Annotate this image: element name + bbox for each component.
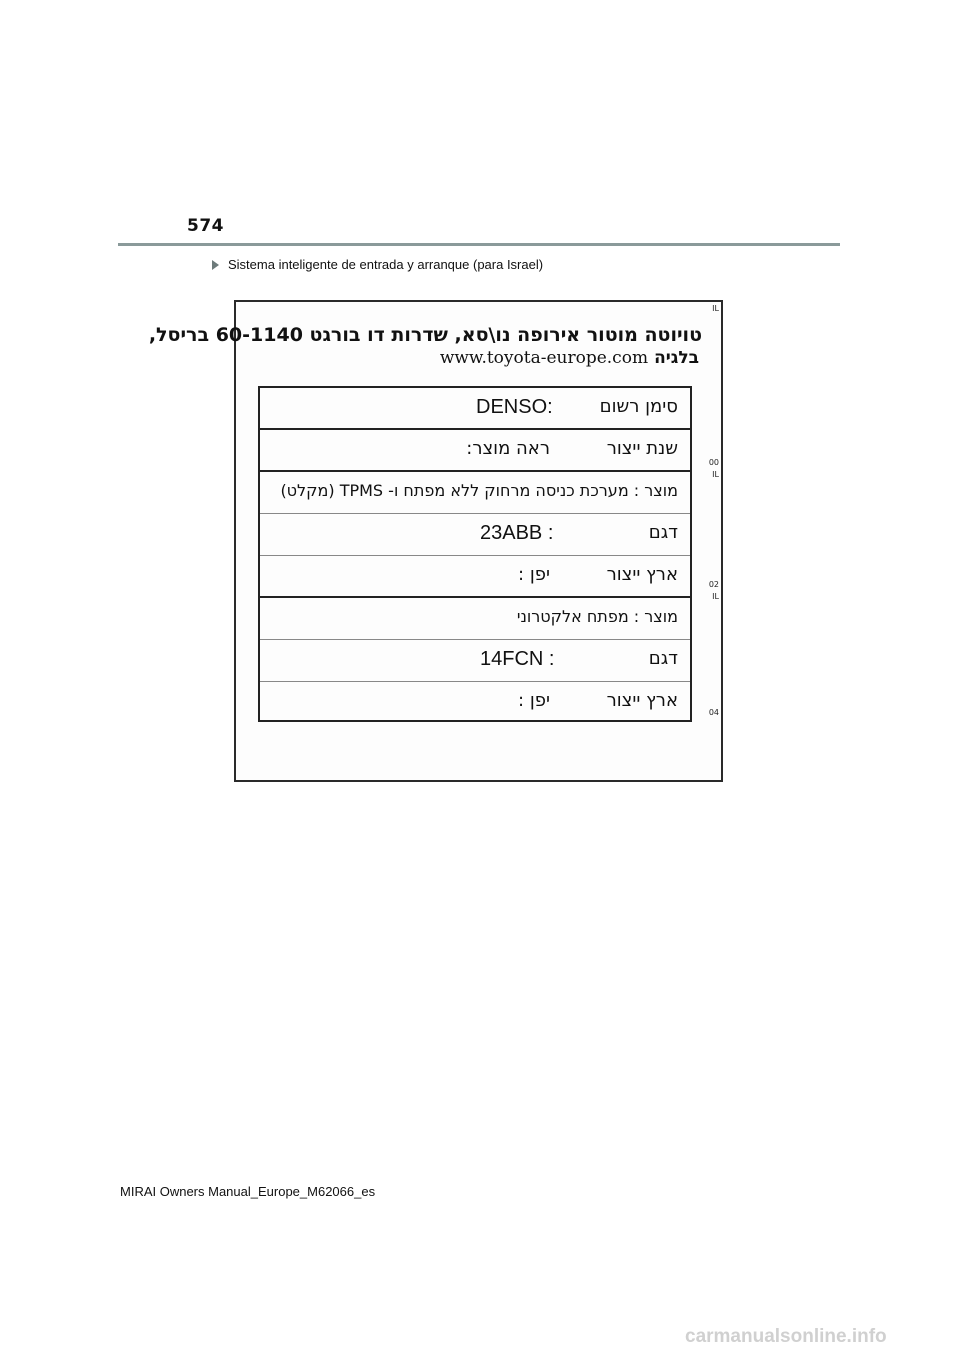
label-heading-line1: טויוטה מוטור אירופה נו\סא, שדרות דו בורגט 60-1140 בריסל, (148, 324, 702, 346)
triangle-bullet-icon (212, 260, 219, 270)
row-key: ארץ ייצור (606, 564, 678, 585)
table-row (260, 682, 690, 724)
label-heading-line2 (440, 348, 699, 368)
row-value: 23ABB : (480, 522, 554, 544)
row-value: יפן : (518, 564, 550, 585)
footer-manual-name: MIRAI Owners Manual_Europe_M62066_es (120, 1184, 376, 1199)
hebrew-label-image (148, 300, 723, 782)
row-key: ארץ ייצור (606, 690, 678, 711)
side-mark: IL (712, 470, 719, 479)
table-row (260, 430, 690, 472)
section-title (212, 257, 543, 272)
row-key: דגם (648, 648, 678, 669)
side-mark: 02 (708, 580, 719, 589)
row-value: DENSO: (476, 396, 553, 418)
row-value: 14FCN : (480, 648, 555, 670)
label-table (258, 386, 692, 722)
side-mark: 04 (708, 708, 719, 717)
section-title-text: Sistema inteligente de entrada y arranque (para Israel) (228, 257, 544, 272)
header-rule (118, 243, 840, 246)
watermark: carmanualsonline.info (685, 1326, 887, 1347)
table-row (260, 556, 690, 598)
row-full-text: מוצר : מפתח אלקטרוני (516, 607, 678, 626)
table-row (260, 598, 690, 640)
page-number: 574 (187, 216, 224, 236)
label-heading-country: בלגיה (654, 348, 699, 368)
row-full-text: מוצר : מערכת כניסה מרחוק ללא מפתח ו- TPMS (מקלט) (280, 481, 678, 500)
table-row (260, 388, 690, 430)
side-mark: 00 (708, 458, 719, 467)
table-row (260, 472, 690, 514)
row-key: סימן רשום (599, 396, 678, 417)
label-heading-url: www.toyota-europe.com (439, 348, 649, 368)
table-row (260, 514, 690, 556)
row-value: יפן : (518, 690, 550, 711)
row-key: דגם (648, 522, 678, 543)
side-mark: IL (712, 592, 719, 601)
table-row (260, 640, 690, 682)
row-key: שנת ייצור (606, 438, 678, 459)
row-value: ראה מוצר: (466, 438, 550, 459)
side-mark: IL (712, 304, 719, 313)
